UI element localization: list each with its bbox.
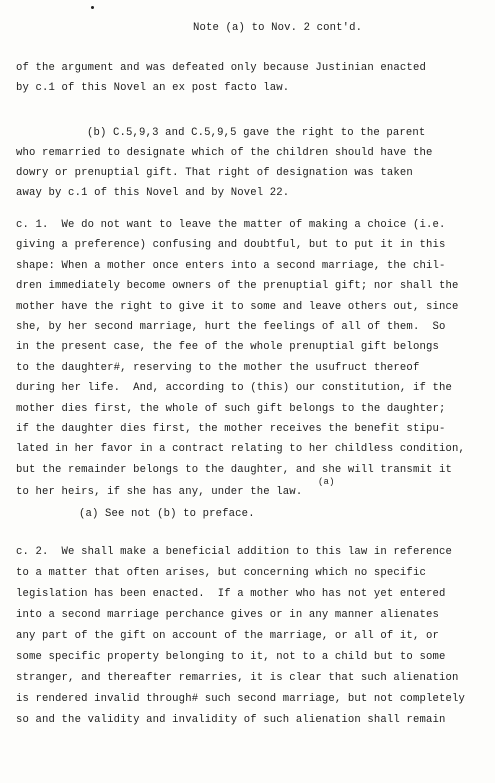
text-line: (b) C.5,9,3 and C.5,9,5 gave the right to the parent [87,127,426,139]
text-line: any part of the gift on account of the marriage, or all of it, or [16,630,439,642]
text-line: during her life. And, according to (this) our constitution, if the [16,382,452,394]
scan-speck [91,6,94,9]
text-line: mother have the right to give it to some and leave others out, since [16,301,459,313]
text-line: by c.1 of this Novel an ex post facto law. [16,82,290,94]
text-line: legislation has been enacted. If a mother who has not yet entered [16,588,446,600]
text-line: c. 2. We shall make a beneficial addition to this law in reference [16,546,452,558]
text-line: lated in her favor in a contract relating to her childless condition, [16,443,466,455]
text-line: dowry or prenuptial gift. That right of designation was taken [16,167,413,179]
text-line: shape: When a mother once enters into a second marriage, the chil- [16,260,446,272]
text-line: in the present case, the fee of the whole prenuptial gift belongs [16,341,439,353]
text-line: mother dies first, the whole of such gift belongs to the daughter; [16,403,446,415]
text-line: dren immediately become owners of the prenuptial gift; nor shall the [16,280,459,292]
text-line: to the daughter#, reserving to the mother the usufruct thereof [16,362,420,374]
text-line: if the daughter dies first, the mother receives the benefit stipu- [16,423,446,435]
text-line: to her heirs, if she has any, under the law. [16,486,303,498]
footnote-text: (a) See not (b) to preface. [79,508,255,520]
text-line: is rendered invalid through# such second marriage, but not completely [16,693,466,705]
text-line: stranger, and thereafter remarries, it is clear that such alienation [16,672,459,684]
text-line: she, by her second marriage, hurt the feelings of all of them. So [16,321,446,333]
text-line: into a second marriage perchance gives or in any manner alienates [16,609,439,621]
text-line: giving a preference) confusing and doubtful, but to put it in this [16,239,446,251]
text-line: some specific property belonging to it, not to a child but to some [16,651,446,663]
text-line: of the argument and was defeated only because Justinian enacted [16,62,426,74]
text-line: but the remainder belongs to the daughter, and she will transmit it [16,464,452,476]
page-header: Note (a) to Nov. 2 cont'd. [193,22,363,34]
text-line: away by c.1 of this Novel and by Novel 22. [16,187,290,199]
text-line: so and the validity and invalidity of such alienation shall remain [16,714,446,726]
footnote-marker: (a) [318,477,335,487]
text-line: who remarried to designate which of the children should have the [16,147,433,159]
text-line: to a matter that often arises, but concerning which no specific [16,567,426,579]
text-line: c. 1. We do not want to leave the matter of making a choice (i.e. [16,219,446,231]
